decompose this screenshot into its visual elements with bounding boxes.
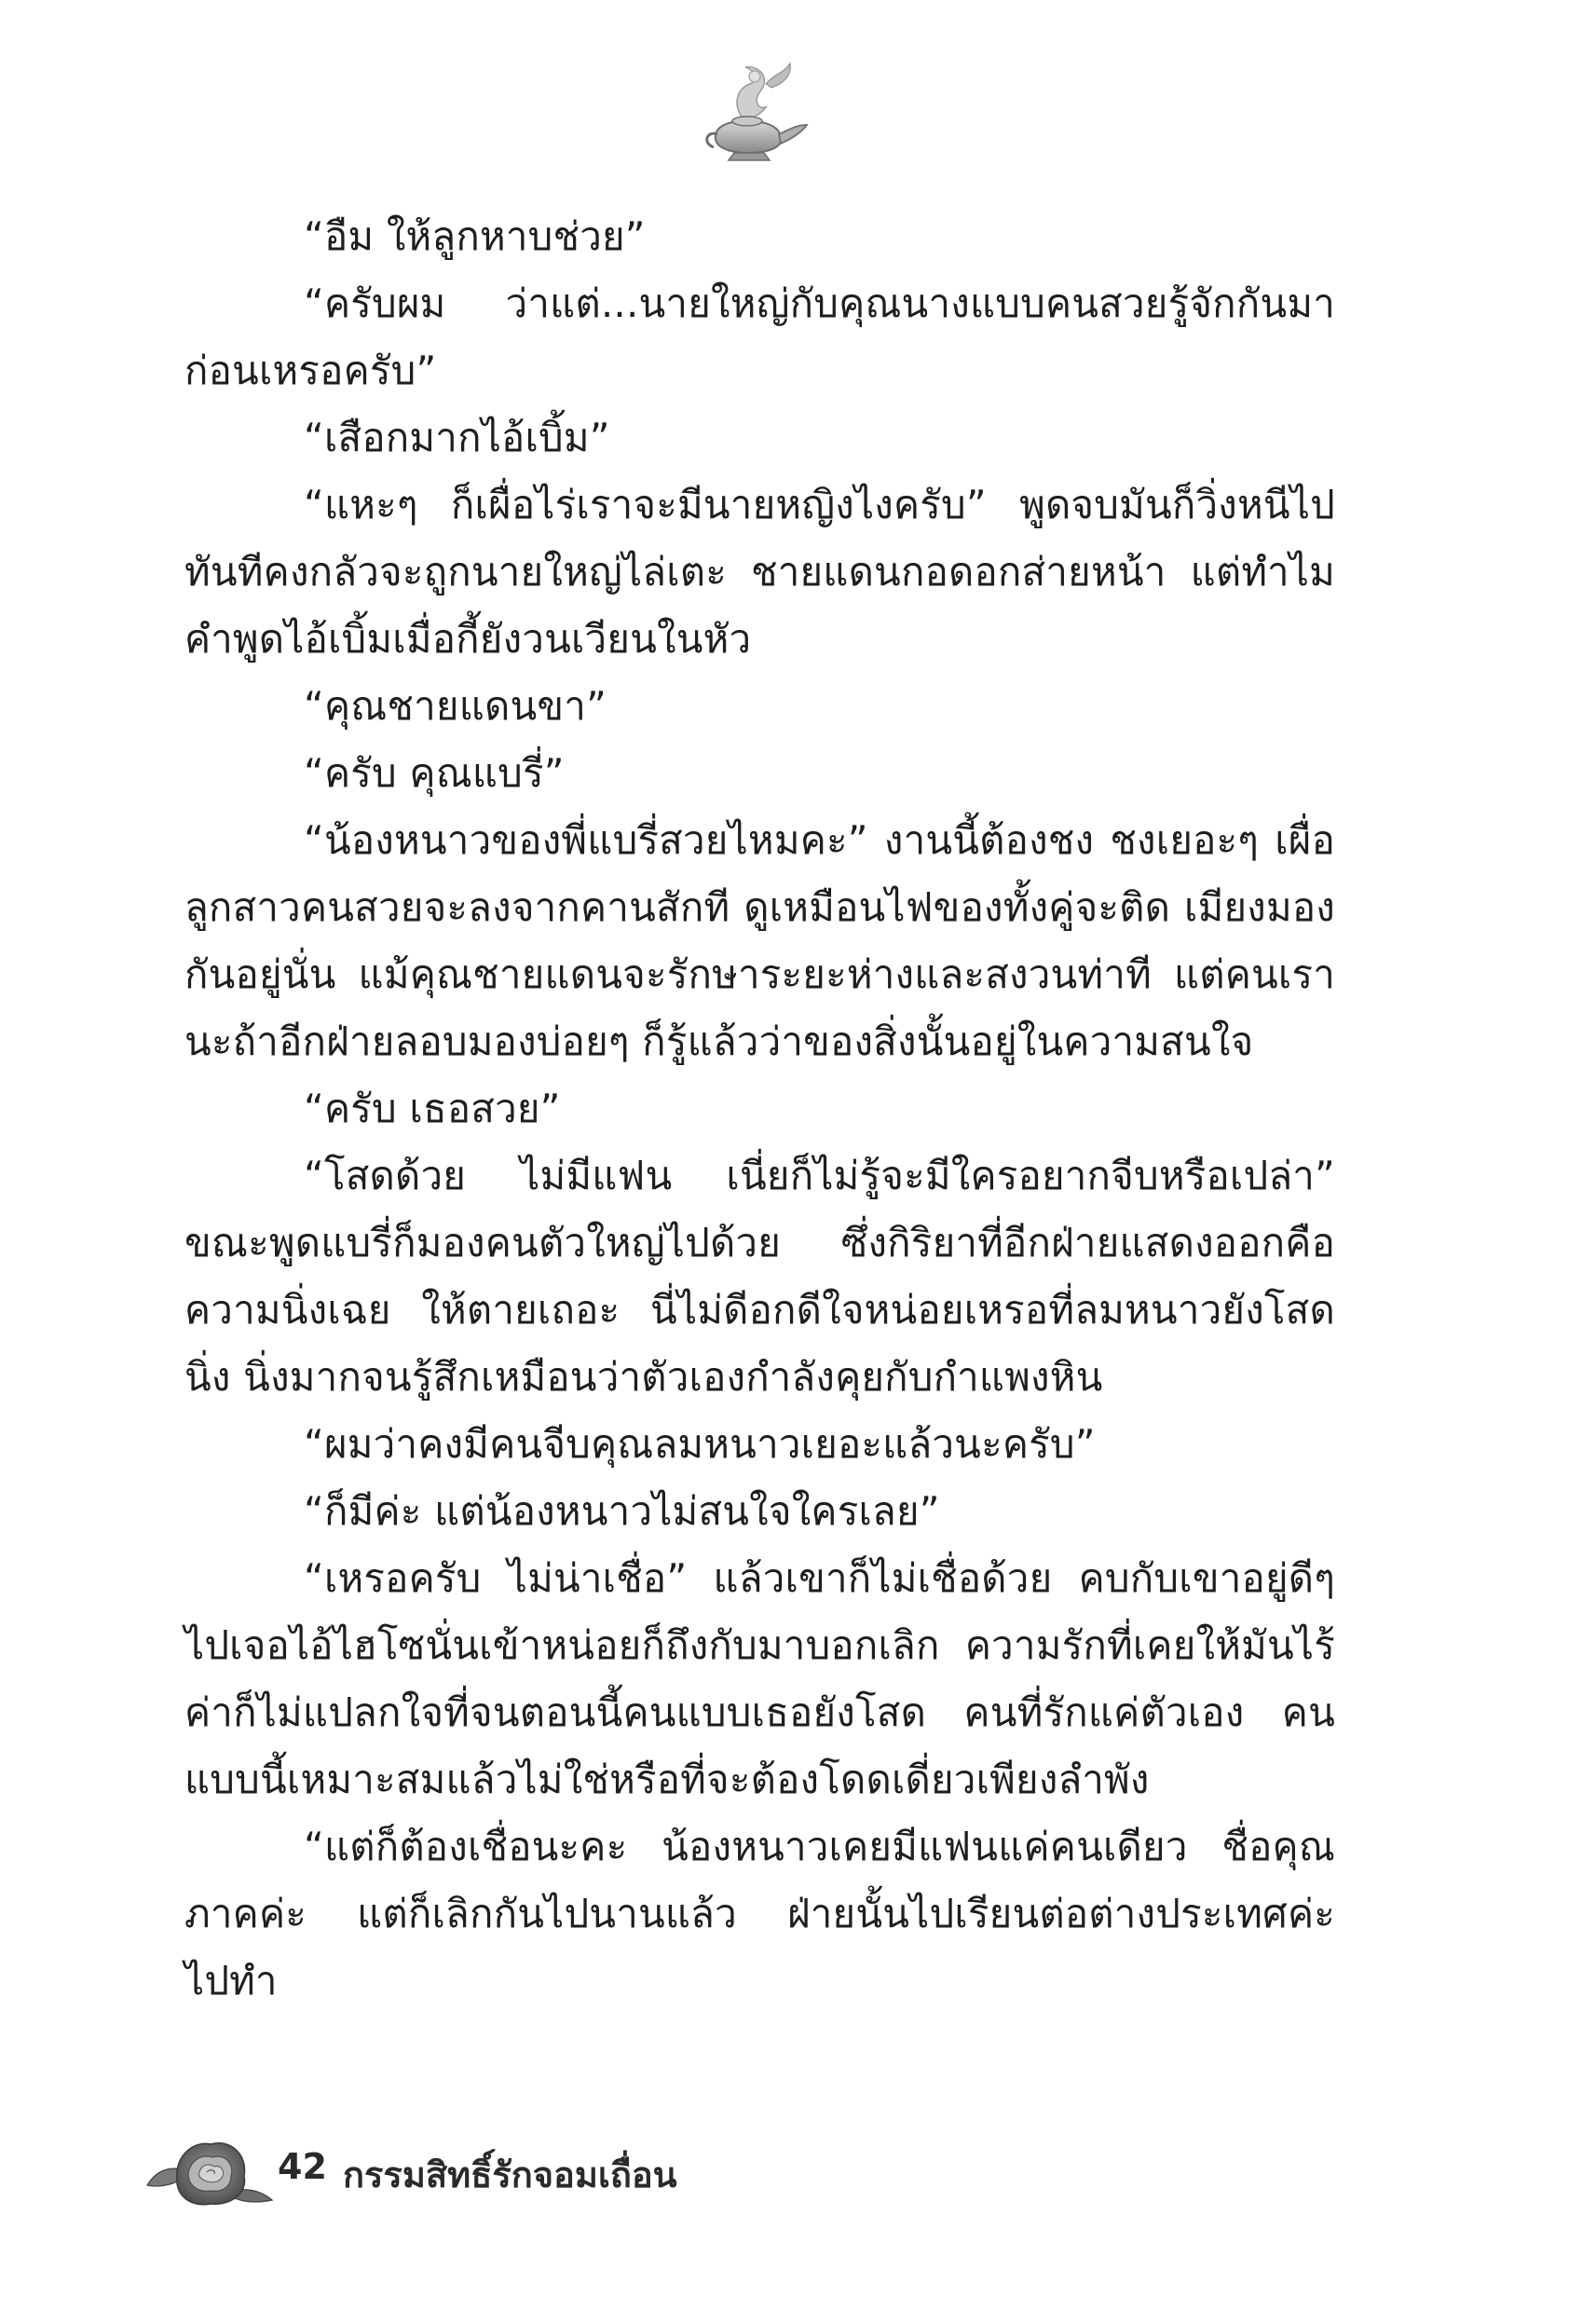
story-text (184, 203, 1335, 2015)
paragraph: “เสือกมากไอ้เบิ้ม” (304, 415, 610, 460)
paragraph: “โสดด้วย ไม่มีแฟน เนี่ยก็ไม่รู้จะมีใครอยากจีบหรือเปล่า” ขณะพูดแบรี่ก็มองคนตัวใหญ่ไปด้วย ซึ่งกิริยาที่อีกฝ่ายแสดงออกคือความนิ่งเฉย ให้ตายเถอะ นี่ไม่ดีอกดีใจหน่อยเหรอที่ลมหนาวยังโสดนิ่ง นิ่งมากจนรู้สึกเหมือนว่าตัวเองกำลังคุยกับกำแพงหิน (184, 1153, 1335, 1400)
rose-icon (140, 2120, 280, 2213)
paragraph: “เหรอครับ ไม่น่าเชื่อ” แล้วเขาก็ไม่เชื่อด้วย คบกับเขาอยู่ดีๆ ไปเจอไอ้ไฮโซนั่นเข้าหน่อยก็ถึงกับมาบอกเลิก ความรักที่เคยให้มันไร้ค่าก็ไม่แปลกใจที่จนตอนนี้คนแบบเธอยังโสด คนที่รักแค่ตัวเอง คนแบบนี้เหมาะสมแล้วไม่ใช่หรือที่จะต้องโดดเดี่ยวเพียงลำพัง (184, 1555, 1335, 1802)
paragraph: “อืม ให้ลูกหาบช่วย” (304, 213, 646, 259)
paragraph: “ก็มีค่ะ แต่น้องหนาวไม่สนใจใครเลย” (304, 1488, 940, 1534)
paragraph: “ครับ คุณแบรี่” (304, 750, 565, 796)
paragraph: “แหะๆ ก็เผื่อไร่เราจะมีนายหญิงไงครับ” พูดจบมันก็วิ่งหนีไปทันทีคงกลัวจะถูกนายใหญ่ไล่เตะ ชายแดนกอดอกส่ายหน้า แต่ทำไมคำพูดไอ้เบิ้มเมื่อกี้ยังวนเวียนในหัว (184, 482, 1335, 662)
page-footer (140, 2120, 885, 2213)
paragraph: “น้องหนาวของพี่แบรี่สวยไหมคะ” งานนี้ต้องชง ชงเยอะๆ เผื่อลูกสาวคนสวยจะลงจากคานสักที ดูเหมือนไฟของทั้งคู่จะติด เมียงมองกันอยู่นั่น แม้คุณชายแดนจะรักษาระยะห่างและสงวนท่าที แต่คนเรานะถ้าอีกฝ่ายลอบมองบ่อยๆ ก็รู้แล้วว่าของสิ่งนั้นอยู่ในความสนใจ (184, 817, 1335, 1064)
paragraph: “คุณชายแดนขา” (304, 683, 607, 729)
genie-lamp-icon (680, 56, 820, 168)
paragraph: “ผมว่าคงมีคนจีบคุณลมหนาวเยอะแล้วนะครับ” (304, 1421, 1096, 1467)
book-title: กรรมสิทธิ์รักจอมเถื่อน (343, 2154, 677, 2195)
paragraph: “แต่ก็ต้องเชื่อนะคะ น้องหนาวเคยมีแฟนแค่คนเดียว ชื่อคุณภาคค่ะ แต่ก็เลิกกันไปนานแล้ว ฝ่ายนั้นไปเรียนต่อต่างประเทศค่ะ ไปทำ (184, 1824, 1335, 2003)
paragraph: “ครับผม ว่าแต่...นายใหญ่กับคุณนางแบบคนสวยรู้จักกันมาก่อนเหรอครับ” (184, 280, 1335, 393)
paragraph: “ครับ เธอสวย” (304, 1086, 561, 1131)
page-number: 42 (278, 2146, 327, 2187)
